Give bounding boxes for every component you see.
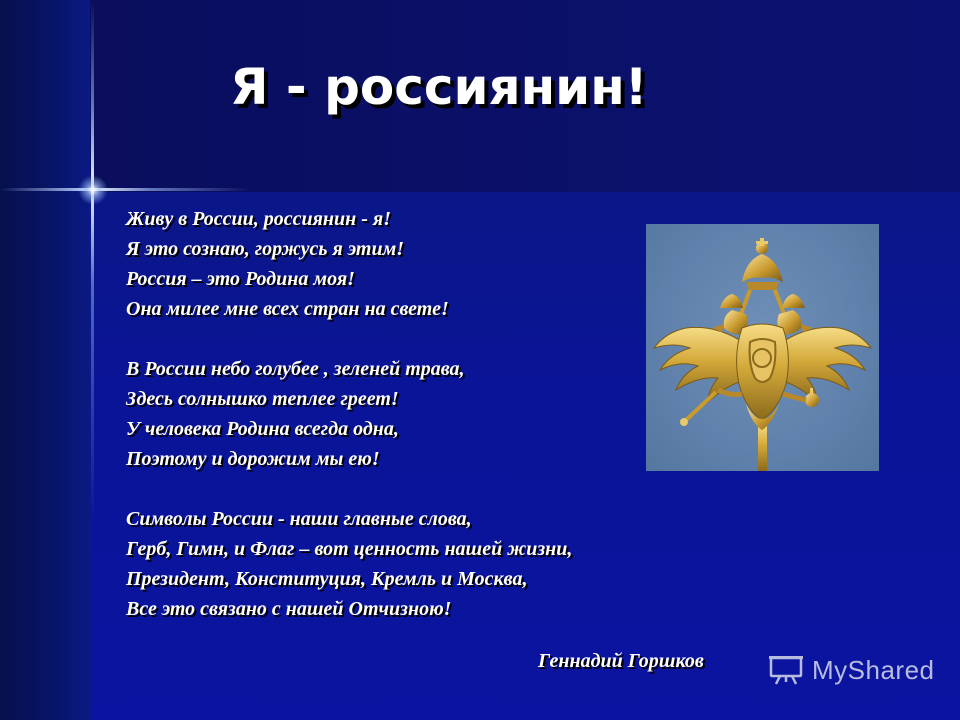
poem-line: Я это сознаю, горжусь я этим! [126, 238, 405, 260]
star-flare-vertical [91, 0, 94, 520]
emblem-photo [646, 224, 879, 471]
poem-author: Геннадий Горшков [538, 650, 704, 672]
poem-line: Все это связано с нашей Отчизною! [126, 598, 452, 620]
star-flare-icon [78, 175, 108, 205]
poem-line: Поэтому и дорожим мы ею! [126, 448, 380, 470]
watermark-text: MyShared [812, 654, 935, 685]
poem-line: У человека Родина всегда одна, [126, 418, 399, 440]
star-flare-horizontal [0, 188, 250, 191]
poem-line: Россия – это Родина моя! [126, 268, 355, 290]
poem-line: Живу в России, россиянин - я! [126, 208, 391, 230]
poem-line: Здесь солнышко теплее греет! [126, 388, 399, 410]
slide-title: Я - россиянин! [230, 58, 648, 116]
poem-line: В России небо голубее , зеленей трава, [126, 358, 465, 380]
presentation-screen-icon [768, 654, 804, 686]
left-dark-band [0, 0, 92, 720]
poem-line: Она милее мне всех стран на свете! [126, 298, 449, 320]
poem-line: Символы России - наши главные слова, [126, 508, 472, 530]
double-headed-eagle-emblem-icon [646, 224, 879, 471]
stanza-break [126, 474, 646, 504]
poem-line: Президент, Конституция, Кремль и Москва, [126, 568, 528, 590]
emblem-crown [742, 238, 783, 290]
stanza-break [126, 324, 646, 354]
poem-line: Герб, Гимн, и Флаг – вот ценность нашей жизни, [126, 538, 573, 560]
eagle-left-wing [654, 327, 746, 402]
eagle-right-wing [779, 327, 871, 402]
watermark [768, 654, 935, 686]
emblem-pole [758, 424, 767, 471]
poem-body [126, 204, 646, 624]
